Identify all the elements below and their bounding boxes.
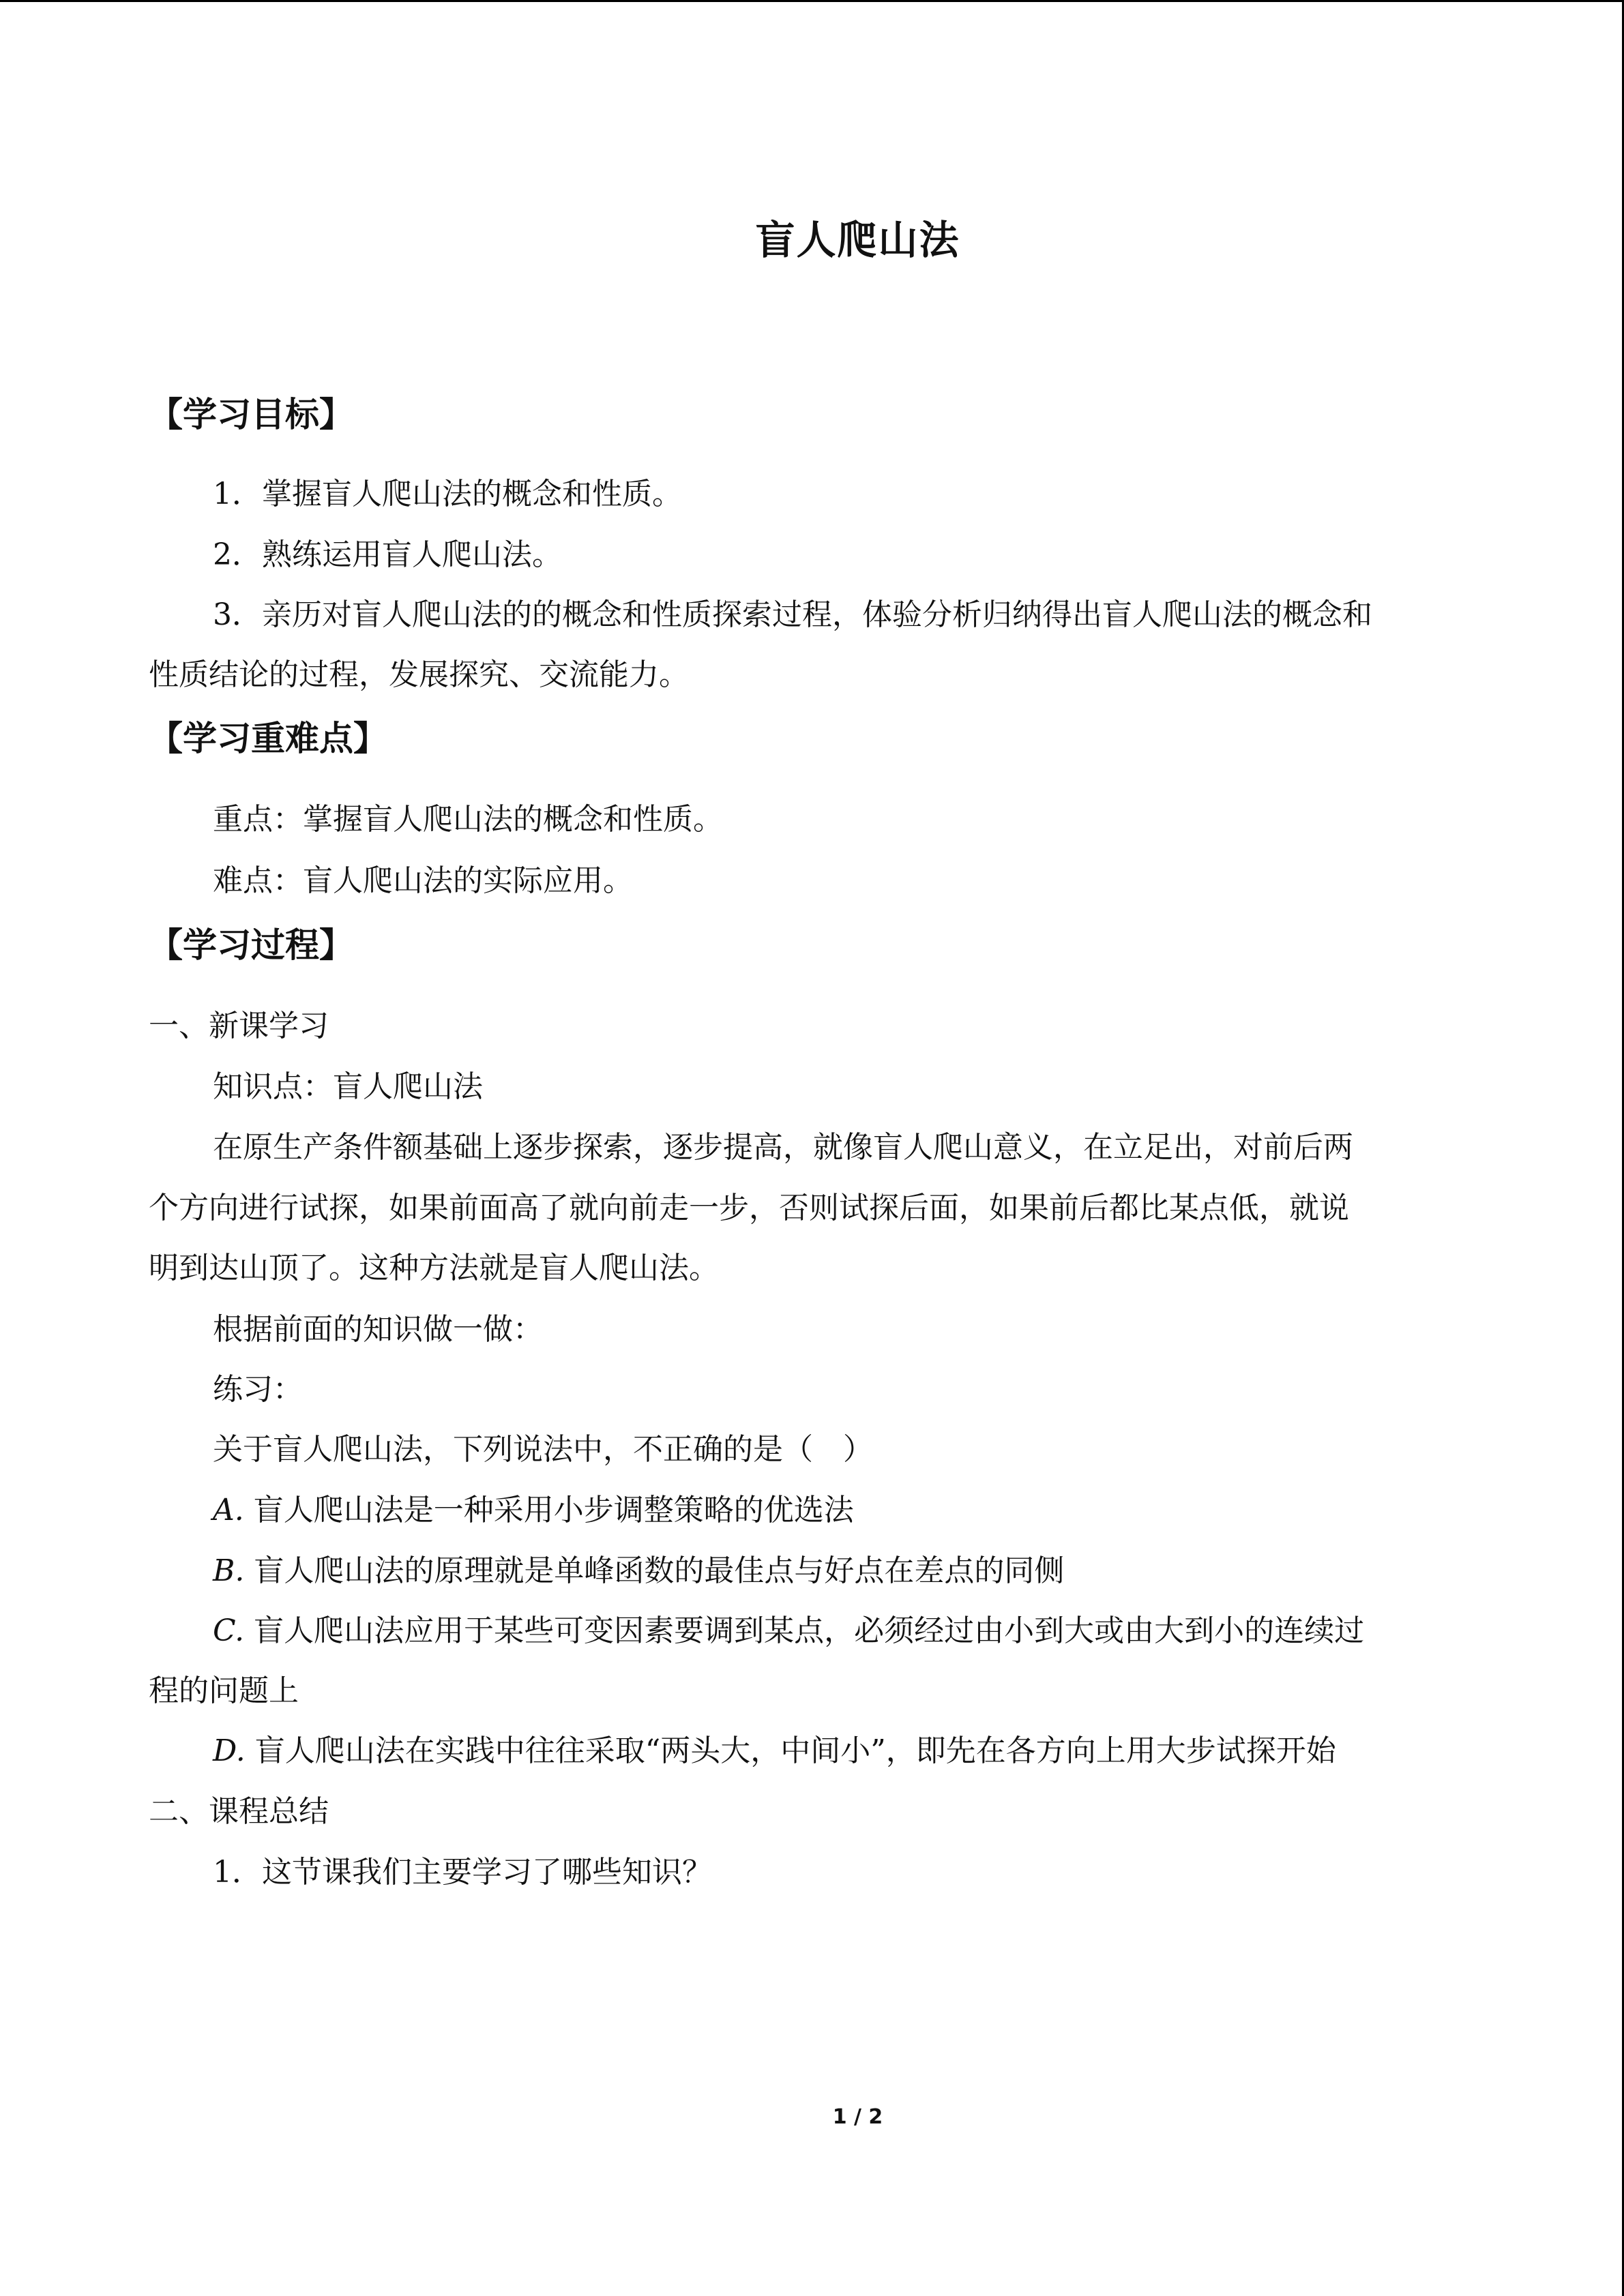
objective-item-3-continuation: 性质结论的过程，发展探究、交流能力。 — [149, 657, 689, 692]
page-number: 1 / 2 — [832, 2105, 883, 2129]
paragraph-line-3: 明到达山顶了。这种方法就是盲人爬山法。 — [149, 1251, 719, 1285]
key-points-heading: 【学习重难点】 — [149, 719, 387, 758]
knowledge-point: 知识点：盲人爬山法 — [213, 1069, 483, 1104]
key-point-focus: 重点：掌握盲人爬山法的概念和性质。 — [213, 802, 723, 837]
option-d — [213, 1731, 1336, 1772]
option-b-letter: B. — [213, 1553, 245, 1588]
option-c-text: 盲人爬山法应用于某些可变因素要调到某点，必须经过由小到大或由大到小的连续过 — [254, 1613, 1365, 1648]
option-d-letter: D. — [213, 1733, 246, 1768]
objective-item-1: 1．掌握盲人爬山法的概念和性质。 — [213, 477, 682, 511]
option-c-letter: C. — [213, 1613, 245, 1648]
option-a — [213, 1490, 854, 1531]
option-c-continuation: 程的问题上 — [149, 1673, 299, 1708]
option-c — [213, 1611, 1364, 1652]
paragraph-line-1: 在原生产条件额基础上逐步探索，逐步提高，就像盲人爬山意义，在立足出，对前后两 — [213, 1130, 1353, 1165]
key-point-difficulty: 难点：盲人爬山法的实际应用。 — [213, 863, 633, 898]
option-d-text: 盲人爬山法在实践中往往采取“两头大，中间小”，即先在各方向上用大步试探开始 — [254, 1733, 1336, 1768]
exercise-question: 关于盲人爬山法，下列说法中，不正确的是（ ） — [213, 1432, 873, 1467]
option-a-letter: A. — [213, 1493, 244, 1527]
document-title: 盲人爬山法 — [755, 217, 960, 263]
option-b-text: 盲人爬山法的原理就是单峰函数的最佳点与好点在差点的同侧 — [254, 1553, 1065, 1588]
objective-item-2: 2．熟练运用盲人爬山法。 — [213, 537, 562, 572]
summary-item-1: 1．这节课我们主要学习了哪些知识？ — [213, 1855, 712, 1890]
objective-item-3: 3．亲历对盲人爬山法的的概念和性质探索过程，体验分析归纳得出盲人爬山法的概念和 — [213, 597, 1372, 632]
process-heading: 【学习过程】 — [149, 925, 353, 965]
paragraph-line-2: 个方向进行试探，如果前面高了就向前走一步，否则试探后面，如果前后都比某点低，就说 — [149, 1191, 1349, 1225]
part1-title: 一、新课学习 — [149, 1009, 329, 1043]
part2-title: 二、课程总结 — [149, 1794, 329, 1829]
option-b — [213, 1551, 1064, 1592]
exercise-label: 练习： — [213, 1372, 303, 1407]
do-it-line: 根据前面的知识做一做： — [213, 1312, 543, 1347]
option-a-text: 盲人爬山法是一种采用小步调整策略的优选法 — [253, 1493, 854, 1527]
top-border-line — [0, 0, 1624, 2]
objectives-heading: 【学习目标】 — [149, 395, 353, 434]
